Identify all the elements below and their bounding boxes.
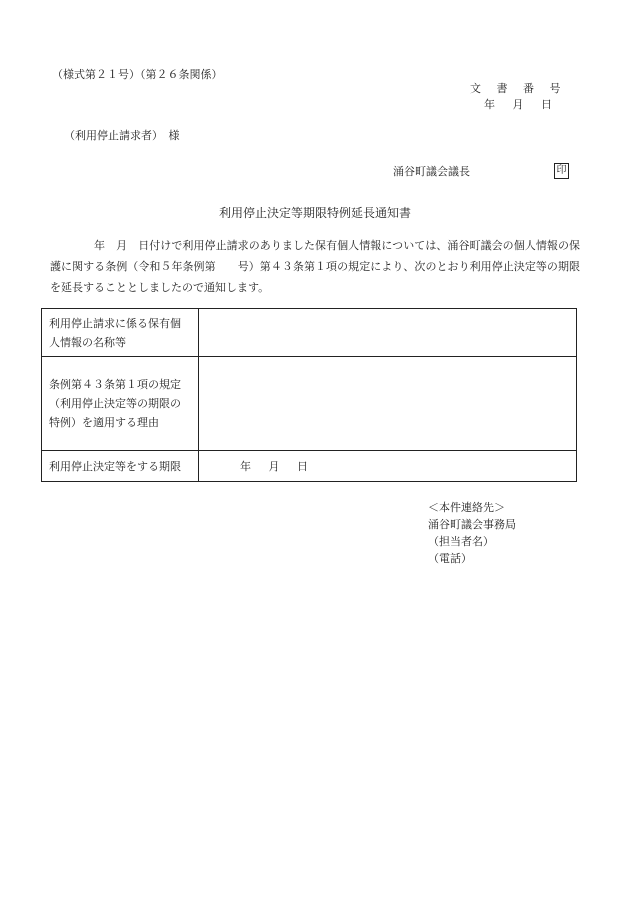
- contact-heading: ＜本件連絡先＞: [428, 501, 505, 514]
- document-title: 利用停止決定等期限特例延長通知書: [218, 206, 411, 220]
- row-value-information-name: [199, 309, 577, 357]
- table-row: [42, 451, 577, 482]
- contact-block: [428, 499, 516, 567]
- notice-body-text: 年 月 日付けで利用停止請求のありました保有個人情報については、涌谷町議会の個人情報の保護に関する条例（令和５年条例第 号）第４３条第１項の規定により、次のとおり利用停止決定等の期限を延長することとしましたので通知します。: [50, 239, 580, 294]
- document-number-label: 文 書 番 号: [470, 82, 567, 95]
- contact-office: 涌谷町議会事務局: [428, 518, 516, 531]
- row-label-information-name: 利用停止請求に係る保有個人情報の名称等: [42, 309, 199, 357]
- sender-name: 涌谷町議会議長: [393, 165, 470, 178]
- addressee: （利用停止請求者） 様: [64, 129, 180, 142]
- row-label-extension-reason: 条例第４３条第１項の規定（利用停止決定等の期限の特例）を適用する理由: [42, 357, 199, 451]
- contact-person: （担当者名）: [428, 535, 494, 548]
- row-value-decision-deadline: [199, 451, 577, 482]
- issue-date-label: 年 月 日: [484, 98, 552, 111]
- contact-phone: （電話）: [428, 552, 472, 565]
- table-row: [42, 357, 577, 451]
- deadline-date: 年 月 日: [240, 459, 308, 473]
- form-number: （様式第２１号）（第２６条関係）: [52, 68, 223, 81]
- row-label-decision-deadline: 利用停止決定等をする期限: [42, 451, 199, 482]
- notice-details-table: [41, 308, 577, 482]
- seal-stamp: 印: [554, 163, 569, 179]
- table-row: [42, 309, 577, 357]
- row-value-extension-reason: [199, 357, 577, 451]
